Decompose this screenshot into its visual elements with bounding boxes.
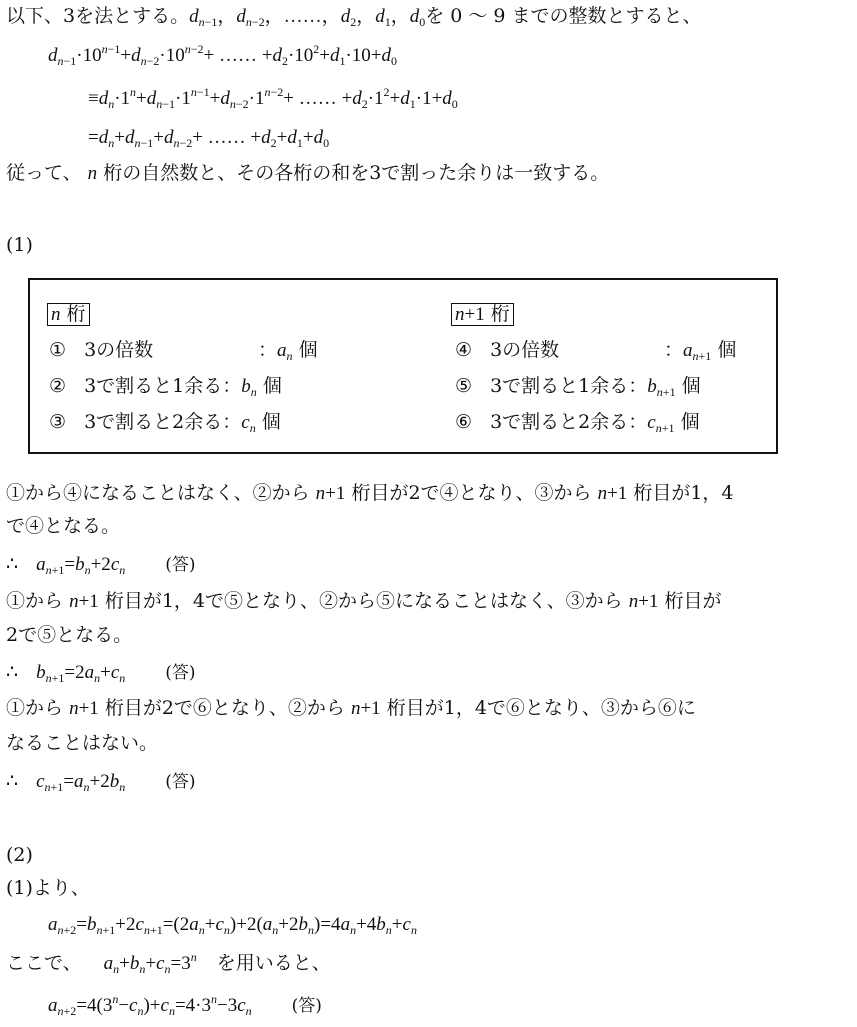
equation-expansion: $d_{n-1}\cdot 10^{n-1}+d_{n-2}\cdot 10^{n-2}+$ …… $+d_2\cdot 10^2+d_1\cdot 10+d_0$ [48,42,398,68]
equation-digit-sum: $=d_n+d_{n-1}+d_{n-2}+$ …… $+d_2+d_1+d_0$ [88,127,330,150]
row-left-3: ③ 3で割ると2余る：$c_n$ 個 [49,411,281,435]
row-right-4-text: 3の倍数 [490,339,560,361]
part2-from1: (1)より、 [6,877,90,899]
reason-a-line2: で④となる。 [6,515,121,537]
right-header: n+1 桁 [451,302,514,326]
part2-equation-2: $a_{n+2}=4(3^n-c_n)+c_n=4\cdot 3^n-3c_n$ (答) [48,992,322,1018]
row-left-3-text: 3で割ると2余る [84,411,223,433]
reason-a-line1: ①から④になることはなく、②から n+1 桁目が2で④となり、③から n+1 桁目が1，4 [6,482,734,504]
reason-c-line1: ①から n+1 桁目が2で⑥となり、②から n+1 桁目が1，4で⑥となり、③から⑥に [6,697,696,719]
reason-b-line1: ①から n+1 桁目が1，4で⑤となり、②から⑤になることはなく、③から n+1 桁目が [6,590,722,612]
intro-text-modulo: 以下、3を法とする。 [6,5,190,27]
equation-congruence: $\equiv d_n\cdot 1^n+d_{n-1}\cdot 1^{n-1}+d_{n-2}\cdot 1^{n-2}+$ …… $+d_2\cdot 1^2+d_1\cdot 1+d_0$ [88,85,458,111]
part2-label: (2) [6,844,33,866]
answer-b: ∴ $b_{n+1}=2a_n+c_n$ (答) [6,661,196,685]
conclusion-prefix: 従って、 [6,162,82,184]
count-table-box [28,278,778,454]
intro-line-1 [6,4,702,29]
circled-2: ② [49,375,67,397]
circled-3: ③ [49,411,67,433]
row-right-6: ⑥ 3で割ると2余る：$c_{n+1}$ 個 [455,411,700,435]
row-right-4 [455,338,559,362]
part2-here: ここで、 $a_n+b_n+c_n=3^n$ を用いると、 [6,950,331,976]
digit-list-math: $d_{n-1}$，$d_{n-2}$，……，$d_2$，$d_1$，$d_0$ [189,6,426,29]
row-right-6-text: 3で割ると2余る [490,411,629,433]
intro-text-digits: を 0 〜 9 までの整数とすると、 [425,5,702,27]
answer-a: ∴ $a_{n+1}=b_n+2c_n$ (答) [6,553,196,577]
answer-c: ∴ $c_{n+1}=a_n+2b_n$ (答) [6,770,196,794]
part1-label: (1) [6,234,33,256]
row-left-2: ② 3で割ると1余る：$b_n$ 個 [49,375,282,399]
row-right-5: ⑤ 3で割ると1余る：$b_{n+1}$ 個 [455,375,701,399]
left-header: n 桁 [47,302,90,326]
row-left-1-text: 3の倍数 [84,339,154,361]
circled-5: ⑤ [455,375,473,397]
reason-b-line2: 2で⑤となる。 [6,624,133,646]
part2-equation-1: $a_{n+2}=b_{n+1}+2c_{n+1}=(2a_n+c_n)+2(a_n+2b_n)=4a_n+4b_n+c_n$ [48,914,417,937]
reason-c-line2: なることはない。 [6,732,159,754]
circled-6: ⑥ [455,411,473,433]
row-left-2-text: 3で割ると1余る [84,375,223,397]
circled-4: ④ [455,339,473,361]
row-right-4-value: ：$a_{n+1}$ 個 [664,339,737,363]
row-left-1-value: ：$a_n$ 個 [258,339,318,363]
conclusion-text: 桁の自然数と、その各桁の和を3で割った余りは一致する。 [103,162,610,184]
row-right-5-text: 3で割ると1余る [490,375,629,397]
row-left-1 [49,338,153,362]
intro-conclusion: 従って、 n 桁の自然数と、その各桁の和を3で割った余りは一致する。 [6,162,610,184]
circled-1: ① [49,339,67,361]
